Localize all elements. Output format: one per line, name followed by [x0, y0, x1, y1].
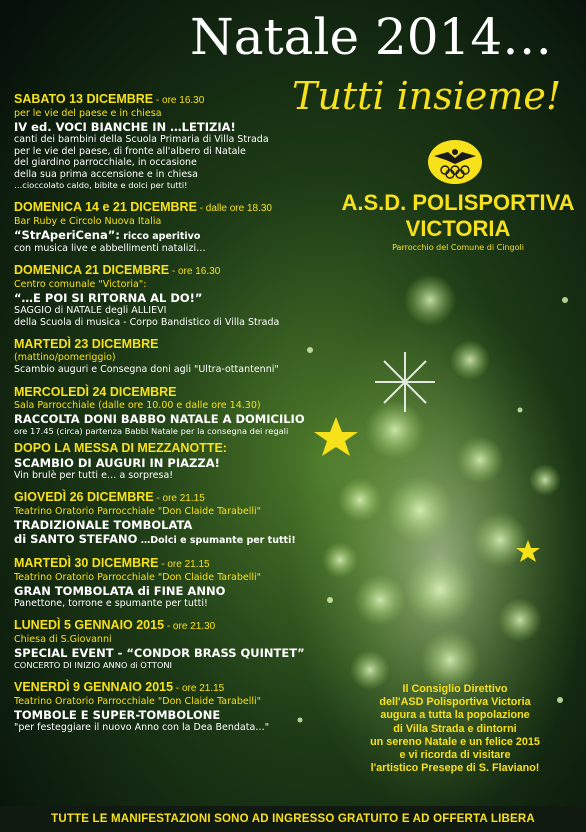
event-place: per le vie del paese e in chiesa	[14, 108, 162, 119]
event-place: Teatrino Oratorio Parrocchiale "Don Claide Tarabelli"	[14, 506, 262, 517]
event-note: ore 17.45 (circa) partenza Babbi Natale per la consegna dei regali	[14, 425, 289, 436]
event-date: DOMENICA 21 DICEMBRE	[14, 263, 170, 277]
event-item	[14, 441, 359, 482]
event-description: Panettone, torrone e spumante per tutti!	[14, 597, 208, 609]
event-title: SCAMBIO DI AUGURI IN PIAZZA!	[14, 455, 220, 470]
event-date: MARTEDÌ 30 DICEMBRE	[14, 555, 159, 570]
greeting-line: dell'ASD Polisportiva Victoria	[379, 696, 531, 709]
event-item	[14, 680, 359, 734]
event-place: Teatrino Oratorio Parrocchiale "Don Claide Tarabelli"	[14, 571, 262, 583]
event-place: Bar Ruby e Circolo Nuova Italia	[14, 216, 162, 227]
greeting-message	[326, 683, 584, 775]
organization-name-line1: A.S.D. POLISPORTIVA	[341, 190, 575, 215]
event-item	[14, 618, 359, 671]
event-date: MARTEDÌ 23 DICEMBRE	[14, 337, 159, 351]
greeting-line: l'artistico Presepe di S. Flaviano!	[370, 762, 540, 775]
event-title: GRAN TOMBOLATA di FINE ANNO	[14, 583, 226, 598]
event-date: VENERDÌ 9 GENNAIO 2015	[14, 680, 174, 694]
organization-subtitle: Parrocchio del Comune di Cingoli	[392, 243, 524, 252]
event-time: - ore 16.30	[169, 266, 221, 277]
event-date: MERCOLEDÌ 24 DICEMBRE	[14, 384, 177, 399]
event-title: “StrAperiCena”:	[14, 228, 120, 242]
event-title-line2: di SANTO STEFANO	[14, 532, 138, 546]
poster-title: Natale 2014…	[190, 8, 553, 66]
poster-subtitle: Tutti insieme!	[292, 74, 562, 118]
organization-name-line2: VICTORIA	[405, 216, 511, 241]
event-date: SABATO 13 DICEMBRE	[14, 92, 154, 106]
event-place: Centro comunale "Victoria":	[14, 279, 147, 290]
event-item	[14, 490, 359, 547]
event-title-rest: ricco aperitivo	[119, 231, 201, 242]
event-title: “…E POI SI RITORNA AL DO!”	[14, 291, 203, 305]
event-item	[14, 556, 359, 610]
event-time: - ore 21.15	[173, 683, 225, 694]
event-note: …Dolci e spumante per tutti!	[137, 535, 296, 546]
eagle-olympic-rings-logo	[426, 138, 484, 186]
event-description: Vin brulè per tutti e… a sorpresa!	[14, 469, 174, 481]
event-time: - ore 21.30	[164, 621, 216, 632]
event-time: - ore 21.15	[158, 558, 210, 570]
event-description: SAGGIO di NATALE degli ALLIEVI	[14, 305, 167, 316]
event-place: (mattino/pomeriggio)	[14, 352, 116, 363]
event-date: LUNEDÌ 5 GENNAIO 2015	[14, 618, 165, 632]
event-place: Sala Parrocchiale (dalle ore 10.00 e dalle ore 14.30)	[14, 399, 261, 411]
event-time: - dalle ore 18.30	[196, 203, 272, 214]
event-title: TRADIZIONALE TOMBOLATA	[14, 518, 193, 532]
event-note: …cioccolato caldo, bibite e dolci per tutti!	[14, 180, 188, 190]
event-description: canti dei bambini della Scuola Primaria di Villa Strada	[14, 134, 269, 145]
greeting-line: un sereno Natale e un felice 2015	[370, 735, 540, 748]
event-title: TOMBOLE E SUPER-TOMBOLONE	[14, 708, 221, 722]
event-item	[14, 337, 359, 376]
event-title: IV ed. VOCI BIANCHE IN …LETIZIA!	[14, 120, 236, 134]
event-date: DOPO LA MESSA DI MEZZANOTTE:	[14, 440, 227, 455]
greeting-line: Il Consiglio Direttivo	[402, 683, 508, 695]
event-description: Scambio auguri e Consegna doni agli "Ultra-ottantenni"	[14, 364, 279, 375]
greeting-line: di Villa Strada e dintorni	[393, 722, 517, 735]
event-description: per le vie del paese, di fronte all'albero di Natale	[14, 145, 246, 157]
event-item	[14, 385, 359, 437]
event-note: CONCERTO DI INIZIO ANNO di OTTONI	[14, 660, 173, 670]
greeting-line: e vi ricorda di visitare	[399, 749, 511, 762]
event-date: GIOVEDÌ 26 DICEMBRE	[14, 490, 154, 504]
event-item	[14, 200, 359, 254]
event-description: della Scuola di musica - Corpo Bandistico di Villa Strada	[14, 316, 280, 328]
event-description: "per festeggiare il nuovo Anno con la Dea Bendata…"	[14, 722, 270, 733]
event-item	[14, 263, 359, 328]
event-description: del giardino parrocchiale, in occasione	[14, 157, 197, 168]
event-time: - ore 16.30	[153, 95, 205, 106]
greeting-line: augura a tutta la popolazione	[380, 709, 530, 722]
event-description: della sua prima accensione e in chiesa	[14, 168, 198, 180]
event-place: Chiesa di S.Giovanni	[14, 634, 112, 645]
event-title: SPECIAL EVENT - “CONDOR BRASS QUINTET”	[14, 646, 305, 660]
event-item	[14, 92, 359, 191]
event-time: - ore 21.15	[153, 493, 205, 504]
footer-banner: TUTTE LE MANIFESTAZIONI SONO AD INGRESSO GRATUITO E AD OFFERTA LIBERA	[0, 806, 586, 832]
organization-name	[338, 190, 578, 242]
event-date: DOMENICA 14 e 21 DICEMBRE	[14, 200, 197, 214]
event-title: RACCOLTA DONI BABBO NATALE A DOMICILIO	[14, 411, 305, 426]
event-place: Teatrino Oratorio Parrocchiale "Don Claide Tarabelli"	[14, 696, 262, 707]
events-list	[14, 92, 359, 743]
event-description: con musica live e abbellimenti natalizi…	[14, 242, 206, 254]
